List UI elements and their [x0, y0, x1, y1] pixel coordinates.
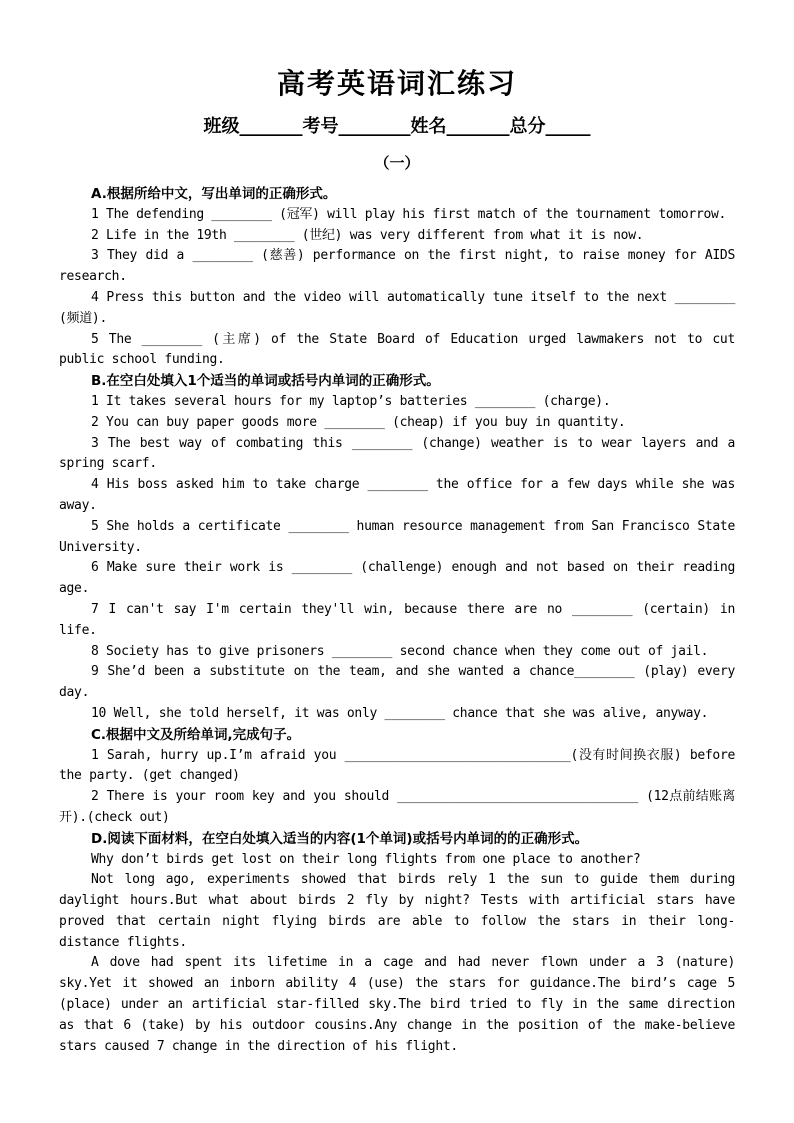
section-d	[59, 829, 735, 1058]
question-item: 2 Life in the 19th ________ (世纪) was very different from what it is now.	[91, 227, 644, 243]
question-item: 4 Press this button and the video will automatically tune itself to the next ________ (频道).	[59, 289, 735, 326]
section-heading: B.在空白处填入1个适当的单词或括号内单词的正确形式。	[91, 373, 440, 390]
section-c	[59, 725, 735, 829]
section-heading: C.根据中文及所给单词,完成句子。	[91, 726, 301, 743]
question-item: 1 Sarah, hurry up.I’m afraid you ______________________________(没有时间换衣服) before the party. (get changed)	[59, 747, 735, 784]
passage-paragraph: A dove had spent its lifetime in a cage and had never flown under a 3 (nature) sky.Yet it showed an inborn ability 4 (use) the stars for guidance.The bird’s cage 5 (place) under an artificial star-filled sky.The bird tried to fly in the same direction as that 6 (take) by his outdoor cousins.Any change in the position of the make-believe stars caused 7 change in the direction of his flight.	[59, 955, 735, 1054]
question-item: 8 Society has to give prisoners ________ second chance when they come out of jail.	[91, 643, 709, 659]
question-item: 10 Well, she told herself, it was only ________ chance that she was alive, anyway.	[91, 705, 709, 721]
question-item: 6 Make sure their work is ________ (challenge) enough and not based on their reading age.	[59, 560, 735, 597]
question-item: 5 She holds a certificate ________ human resource management from San Francisco State University.	[59, 518, 735, 555]
section-heading: D.阅读下面材料，在空白处填入适当的内容(1个单词)或括号内单词的的正确形式。	[91, 830, 589, 847]
question-item: 1 The defending ________ (冠军) will play his first match of the tournament tomorrow.	[91, 206, 727, 222]
section-heading: A.根据所给中文，写出单词的正确形式。	[91, 186, 337, 202]
passage-paragraph: Why don’t birds get lost on their long flights from one place to another?	[91, 851, 641, 867]
worksheet-content	[59, 184, 735, 1057]
section-a	[59, 184, 735, 371]
question-item: 3 They did a ________ (慈善) performance on the first night, to raise money for AIDS research.	[59, 248, 735, 285]
question-item: 7 I can't say I'm certain they'll win, because there are no ________ (certain) in life.	[59, 601, 735, 638]
question-item: 5 The ________ (主席) of the State Board of Education urged lawmakers not to cut public school funding.	[59, 331, 735, 368]
question-item: 2 There is your room key and you should ________________________________ (12点前结账离开).(check out)	[59, 789, 735, 825]
passage-paragraph: Not long ago, experiments showed that birds rely 1 the sun to guide them during daylight hours.But what about birds 2 fly by night? Tests with artificial stars have proved that certain night flying birds are able to follow the stars in their long-distance flights.	[59, 872, 735, 950]
question-item: 9 She’d been a substitute on the team, and she wanted a chance________ (play) every day.	[59, 664, 735, 701]
question-item: 2 You can buy paper goods more ________ (cheap) if you buy in quantity.	[91, 414, 626, 430]
student-info-line: 班级_______考号________姓名_______总分_____	[203, 116, 591, 137]
question-item: 4 His boss asked him to take charge ________ the office for a few days while she was away.	[59, 477, 735, 513]
question-item: 1 It takes several hours for my laptop’s batteries ________ (charge).	[91, 393, 611, 409]
section-b	[59, 371, 735, 725]
page-title: 高考英语词汇练习	[276, 67, 517, 100]
part-label: （一）	[374, 154, 420, 172]
question-item: 3 The best way of combating this ________ (change) weather is to wear layers and a spring scarf.	[59, 435, 735, 472]
